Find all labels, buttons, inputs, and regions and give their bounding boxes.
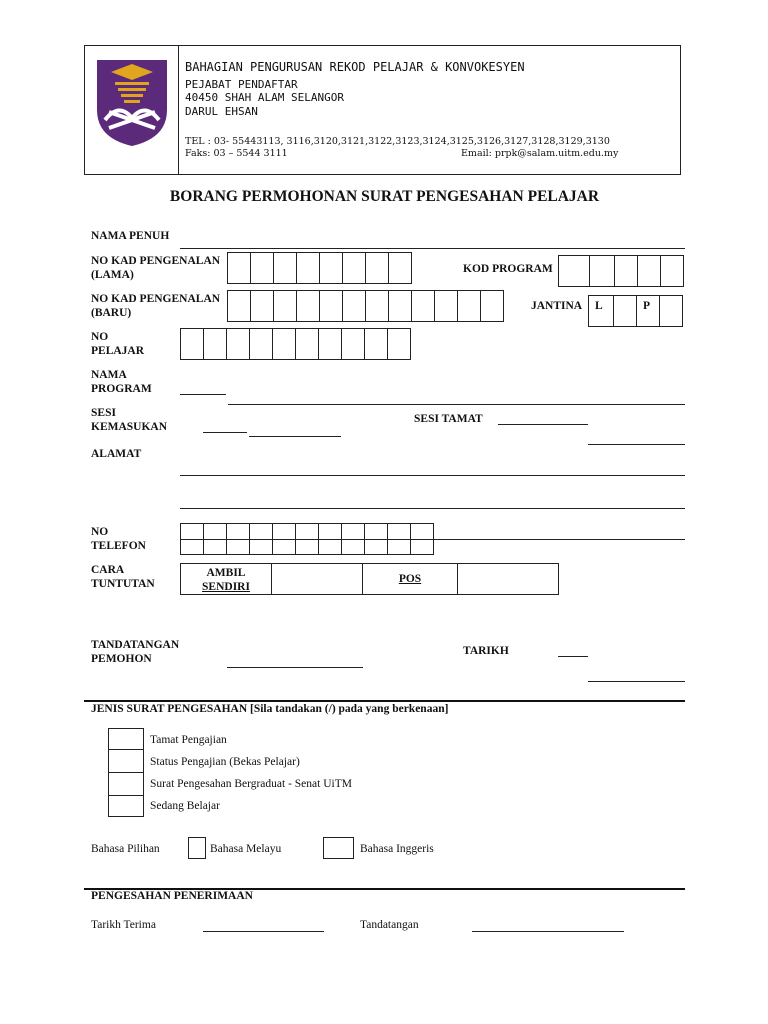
telephone: TEL : 03- 55443113, 3116,3120,3121,3122,3123,3124,3125,3126,3127,3128,3129,3130	[185, 136, 610, 147]
option-bahasa-melayu: Bahasa Melayu	[210, 843, 282, 855]
alamat-line-2[interactable]	[180, 508, 685, 509]
label-sesi-kemasukan: SESI KEMASUKAN	[91, 407, 168, 433]
checkbox-bahasa-inggeris[interactable]	[323, 837, 354, 859]
option-bahasa-inggeris: Bahasa Inggeris	[360, 843, 434, 855]
jantina-boxes[interactable]	[588, 295, 682, 327]
ambil-sendiri-checkbox[interactable]	[271, 563, 363, 595]
jenis-surat-heading: JENIS SURAT PENGESAHAN [Sila tandakan (/) pada yang berkenaan]	[91, 703, 449, 715]
fax: Faks: 03 – 5544 3111	[185, 148, 288, 159]
label-tarikh: TARIKH	[463, 645, 509, 657]
kod-program-boxes[interactable]	[558, 255, 683, 287]
label-kod-program: KOD PROGRAM	[463, 263, 553, 275]
ic-lama-boxes[interactable]	[227, 252, 411, 284]
tarikh-terima-field[interactable]	[203, 931, 324, 932]
pengesahan-heading: PENGESAHAN PENERIMAAN	[91, 890, 253, 902]
alamat-line-1[interactable]	[180, 475, 685, 476]
letterhead	[84, 45, 681, 175]
label-alamat: ALAMAT	[91, 448, 142, 460]
nama-penuh-field[interactable]	[180, 248, 685, 249]
jantina-p-box[interactable]: P	[636, 295, 660, 327]
label-no-telefon: NO TELEFON	[91, 526, 146, 552]
tandatangan-field[interactable]	[227, 667, 363, 668]
label-ic-lama: NO KAD PENGENALAN (LAMA)	[91, 255, 221, 281]
label-bahasa-pilihan: Bahasa Pilihan	[91, 843, 160, 855]
pos-option[interactable]: POS	[362, 563, 458, 595]
nama-program-field[interactable]	[228, 404, 685, 405]
form-title: BORANG PERMOHONAN SURAT PENGESAHAN PELAJAR	[169, 188, 600, 205]
address-line-2: DARUL EHSAN	[185, 105, 258, 118]
pos-checkbox[interactable]	[457, 563, 559, 595]
address-line-1: 40450 SHAH ALAM SELANGOR	[185, 91, 344, 104]
label-no-pelajar: NO PELAJAR	[91, 331, 145, 357]
jantina-l-box[interactable]: L	[588, 295, 614, 327]
label-tarikh-terima: Tarikh Terima	[91, 919, 156, 931]
uitm-logo-icon	[95, 58, 169, 148]
checkbox-tamat-pengajian[interactable]	[108, 728, 144, 750]
label-ic-baru: NO KAD PENGENALAN (BARU)	[91, 293, 221, 319]
tarikh-field[interactable]	[588, 681, 685, 682]
label-jantina: JANTINA	[531, 300, 583, 312]
sesi-tamat-field[interactable]	[588, 444, 685, 445]
checkbox-bahasa-melayu[interactable]	[188, 837, 206, 859]
label-nama-penuh: NAMA PENUH	[91, 230, 170, 242]
sesi-kemasukan-field[interactable]	[249, 436, 341, 437]
checkbox-surat-bergraduat[interactable]	[108, 772, 144, 796]
ic-baru-boxes[interactable]	[227, 290, 503, 322]
label-cara-tuntutan: CARA TUNTUTAN	[91, 564, 155, 590]
no-pelajar-boxes[interactable]	[180, 328, 410, 360]
label-sesi-tamat: SESI TAMAT	[414, 413, 483, 425]
checkbox-status-pengajian[interactable]	[108, 749, 144, 773]
option-status-pengajian: Status Pengajian (Bekas Pelajar)	[150, 756, 300, 768]
dept-name: BAHAGIAN PENGURUSAN REKOD PELAJAR & KONVOKESYEN	[185, 60, 525, 74]
label-tandatangan-pemohon: TANDATANGAN PEMOHON	[91, 639, 180, 665]
option-tamat-pengajian: Tamat Pengajian	[150, 734, 227, 746]
label-tandatangan-penerima: Tandatangan	[360, 919, 419, 931]
option-surat-bergraduat: Surat Pengesahan Bergraduat - Senat UiTM	[150, 778, 352, 790]
option-sedang-belajar: Sedang Belajar	[150, 800, 220, 812]
tandatangan-penerima-field[interactable]	[472, 931, 624, 932]
email: Email: prpk@salam.uitm.edu.my	[461, 148, 619, 159]
office-name: PEJABAT PENDAFTAR	[185, 78, 298, 91]
ambil-sendiri-option[interactable]: AMBIL SENDIRI	[180, 563, 272, 595]
label-nama-program: NAMA PROGRAM	[91, 369, 152, 395]
checkbox-sedang-belajar[interactable]	[108, 795, 144, 817]
